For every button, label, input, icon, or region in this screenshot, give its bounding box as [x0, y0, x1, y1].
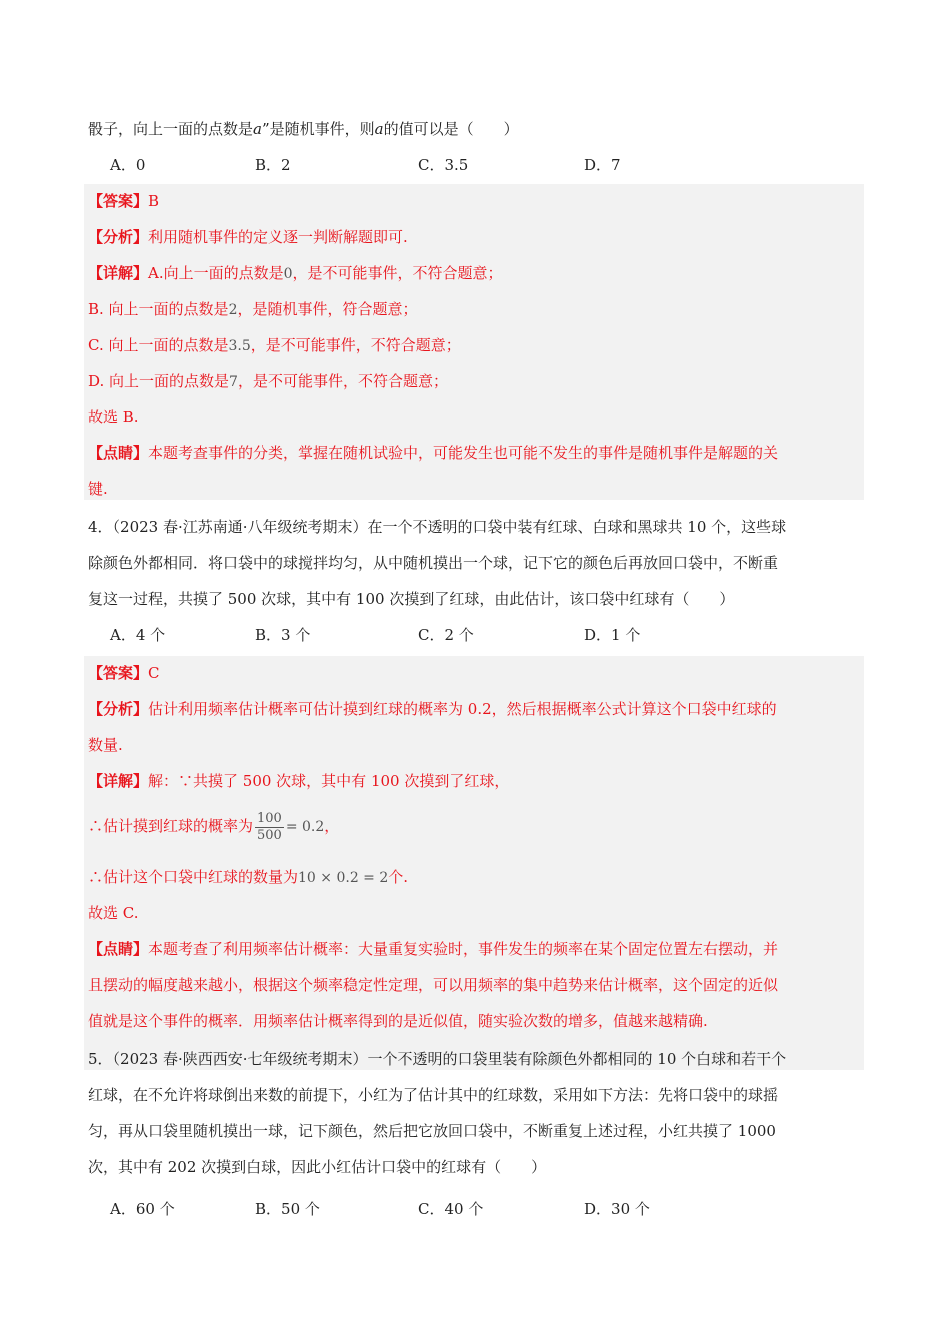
- q5-option-c: C．40 个: [418, 1200, 484, 1218]
- q3-stem-var: a: [253, 120, 262, 138]
- q4-detail-text: 解：∵共摸了 500 次球，其中有 100 次摸到了红球，: [148, 772, 510, 790]
- q4-detail-line2: [88, 806, 864, 846]
- q3-answer-tag: 【答案】: [88, 192, 149, 210]
- q4-detail-line1: [88, 770, 864, 794]
- q3-detail-d-pre: D. 向上一面的点数是: [88, 372, 230, 390]
- q3-analysis-tag: 【分析】: [88, 228, 149, 246]
- q4-detail-line3-post: 个.: [388, 868, 409, 886]
- q3-stem-var2: a: [374, 120, 384, 138]
- q3-detail-b-math: 2: [228, 302, 238, 318]
- q3-stem-text2: ”是随机事件，则: [261, 120, 375, 138]
- q4-comment: [88, 938, 864, 962]
- q3-comment: [88, 442, 864, 466]
- q3-stem-text3: 的值可以是（ ）: [383, 120, 519, 138]
- q5-option-d: D．30 个: [584, 1200, 650, 1218]
- q4-analysis-text: 估计利用频率估计概率可估计摸到红球的概率为 0.2，然后根据概率公式计算这个口袋中红球的: [148, 700, 777, 718]
- q4-stem-line3: 复这一过程，共摸了 500 次球，其中有 100 次摸到了红球，由此估计，该口袋中红球有（ ）: [88, 590, 735, 608]
- q4-conclusion: 故选 C.: [88, 904, 139, 922]
- q4-comment-line3: 值就是这个事件的概率．用频率估计概率得到的是近似值，随实验次数的增多，值越来越精确.: [88, 1012, 708, 1030]
- q3-option-d: D．7: [584, 156, 621, 174]
- q4-detail-line3-math: 10 × 0.2 = 2: [298, 870, 389, 886]
- q4-fraction-numerator: 100: [257, 810, 282, 826]
- q5-stem-line1: 5．（2023 春·陕西西安·七年级统考期末）一个不透明的口袋里装有除颜色外都相同的 10 个白球和若干个: [88, 1050, 787, 1068]
- q3-options: [110, 154, 850, 178]
- q5-stem-line3: 匀，再从口袋里随机摸出一球，记下颜色，然后把它放回口袋中，不断重复上述过程，小红共摸了 1000: [88, 1122, 776, 1140]
- q4-analysis-line2: 数量.: [88, 736, 123, 754]
- q4-option-b: B．3 个: [255, 626, 311, 644]
- q4-comment-text: 本题考查了利用频率估计概率：大量重复实验时，事件发生的频率在某个固定位置左右摆动，并: [148, 940, 779, 958]
- q4-stem-line2: 除颜色外都相同．将口袋中的球搅拌均匀，从中随机摸出一个球，记下它的颜色后再放回口袋中，不断重: [88, 554, 779, 572]
- q4-option-a: A．4 个: [110, 626, 166, 644]
- q4-fraction-denominator: 500: [257, 827, 282, 843]
- q3-detail-c: [88, 334, 864, 358]
- q4-analysis: [88, 698, 864, 722]
- q4-option-c: C．2 个: [418, 626, 474, 644]
- q3-detail-d-post: ，是不可能事件，不符合题意；: [237, 372, 448, 390]
- q3-detail-c-pre: C. 向上一面的点数是: [88, 336, 229, 354]
- q4-analysis-tag: 【分析】: [88, 700, 149, 718]
- q4-detail-tag: 【详解】: [88, 772, 149, 790]
- q4-detail-line3: [88, 866, 864, 890]
- q3-detail-d: [88, 370, 864, 394]
- q3-analysis-text: 利用随机事件的定义逐一判断解题即可.: [148, 228, 408, 246]
- q3-option-a: A．0: [110, 156, 146, 174]
- q5-option-b: B．50 个: [255, 1200, 320, 1218]
- q5-options: [110, 1198, 850, 1222]
- q3-comment-tag: 【点睛】: [88, 444, 149, 462]
- q3-detail-a-pre: A.向上一面的点数是: [148, 264, 284, 282]
- q3-detail-a-post: ，是不可能事件，不符合题意；: [292, 264, 503, 282]
- q3-detail-d-math: 7: [229, 374, 238, 390]
- q3-option-c: C．3.5: [418, 156, 469, 174]
- q3-analysis: [88, 226, 864, 250]
- q4-answer-tag: 【答案】: [88, 664, 149, 682]
- q4-options: [110, 624, 850, 648]
- q3-detail-b-pre: B. 向上一面的点数是: [88, 300, 229, 318]
- q5-stem-line4: 次，其中有 202 次摸到白球，因此小红估计口袋中的红球有（ ）: [88, 1158, 547, 1176]
- q3-stem-text: 骰子，向上一面的点数是: [88, 120, 254, 138]
- q4-comment-tag: 【点睛】: [88, 940, 149, 958]
- q3-detail-c-math: 3.5: [228, 338, 251, 354]
- q4-answer-value: C: [148, 664, 160, 682]
- q3-detail-a-math: 0: [283, 266, 293, 282]
- q3-conclusion: 故选 B.: [88, 408, 139, 426]
- q5-option-a: A．60 个: [110, 1200, 175, 1218]
- q3-comment-line2: 键.: [88, 480, 108, 498]
- q3-answer-value: B: [148, 192, 160, 210]
- q3-detail-tag: 【详解】: [88, 264, 149, 282]
- q4-detail-line2-pre: ∴估计摸到红球的概率为: [88, 817, 254, 835]
- q4-stem-line1: 4．（2023 春·江苏南通·八年级统考期末）在一个不透明的口袋中装有红球、白球和黑球共 10 个，这些球: [88, 518, 787, 536]
- q3-option-b: B．2: [255, 156, 291, 174]
- q4-detail-line2-post: ，: [324, 817, 340, 835]
- q4-detail-line2-math: = 0.2: [285, 819, 325, 835]
- q3-detail-c-post: ，是不可能事件，不符合题意；: [250, 336, 461, 354]
- q3-detail-a: [88, 262, 864, 286]
- q3-detail-b-post: ，是随机事件，符合题意；: [237, 300, 418, 318]
- q4-option-d: D．1 个: [584, 626, 641, 644]
- q3-stem: [88, 118, 864, 142]
- q4-detail-line3-pre: ∴估计这个口袋中红球的数量为: [88, 868, 299, 886]
- q4-fraction: [255, 811, 284, 844]
- q3-detail-b: [88, 298, 864, 322]
- q3-answer: [88, 190, 864, 214]
- q4-comment-line2: 且摆动的幅度越来越小，根据这个频率稳定性定理，可以用频率的集中趋势来估计概率，这个固定的近似: [88, 976, 779, 994]
- q3-comment-text: 本题考查事件的分类，掌握在随机试验中，可能发生也可能不发生的事件是随机事件是解题的关: [148, 444, 779, 462]
- q5-stem-line2: 红球，在不允许将球倒出来数的前提下，小红为了估计其中的红球数，采用如下方法：先将口袋中的球摇: [88, 1086, 779, 1104]
- q4-answer: [88, 662, 864, 686]
